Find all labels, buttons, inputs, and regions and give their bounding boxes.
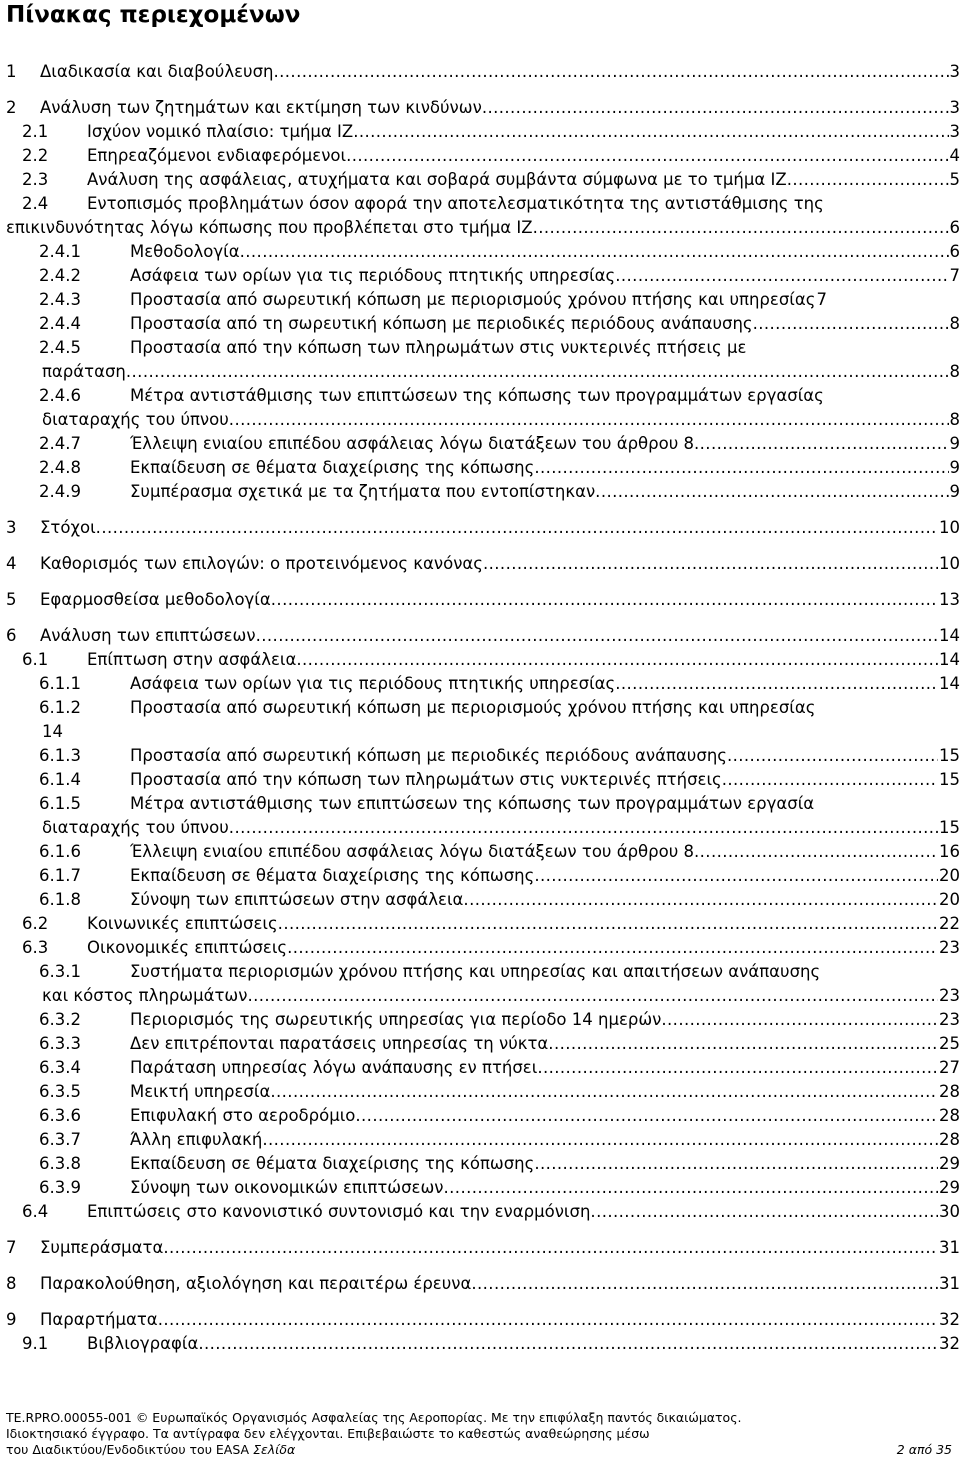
toc-leader-dots <box>296 648 938 672</box>
toc-leader-dots <box>444 1176 938 1200</box>
toc-page-number: 14 <box>939 650 960 669</box>
toc-entry[interactable] <box>0 864 960 888</box>
toc-number: 3 <box>6 518 17 537</box>
toc-number: 4 <box>6 554 17 573</box>
toc-leader-dots <box>694 840 938 864</box>
toc-title: Έλλειψη ενιαίου επιπέδου ασφάλειας λόγω διατάξεων του άρθρου 8 <box>130 434 695 453</box>
toc-entry[interactable] <box>0 888 960 912</box>
toc-page-number: 3 <box>949 98 960 117</box>
toc-entry[interactable] <box>0 480 960 504</box>
toc-title: Διαδικασία και διαβούλευση <box>40 62 274 81</box>
toc-leader-dots <box>278 912 938 936</box>
toc-leader-dots <box>787 168 949 192</box>
toc-entry[interactable] <box>0 384 960 432</box>
toc-page-number: 9 <box>949 434 960 453</box>
toc-title-continued: 14 <box>42 722 63 741</box>
toc-title: Παρακολούθηση, αξιολόγηση και περαιτέρω έρευνα <box>40 1274 472 1293</box>
toc-entry[interactable] <box>0 1032 960 1056</box>
toc-entry[interactable] <box>0 1080 960 1104</box>
toc-title: Ανάλυση των ζητημάτων και εκτίμηση των κινδύνων <box>40 98 482 117</box>
toc-title: Δεν επιτρέπονται παρατάσεις υπηρεσίας τη νύκτα <box>130 1034 549 1053</box>
toc-title: Εντοπισμός προβλημάτων όσον αφορά την αποτελεσματικότητα της αντιστάθμισης της <box>87 194 824 213</box>
toc-entry[interactable] <box>0 1308 960 1332</box>
toc-number: 6.3.1 <box>39 962 81 981</box>
toc-page-number: 29 <box>939 1154 960 1173</box>
toc-number: 8 <box>6 1274 17 1293</box>
toc-number: 6.1.7 <box>39 866 81 885</box>
footer-document-notice: Ιδιοκτησιακό έγγραφο. Τα αντίγραφα δεν ελέγχονται. Επιβεβαιώστε το καθεστώς αναθεώρησης μέσω <box>6 1426 650 1441</box>
toc-number: 2.4.1 <box>39 242 81 261</box>
toc-entry[interactable] <box>0 288 960 312</box>
toc-number: 2.4 <box>22 194 49 213</box>
toc-title: Επιπτώσεις στο κανονιστικό συντονισμό και την εναρμόνιση <box>87 1202 591 1221</box>
toc-entry[interactable] <box>0 516 960 540</box>
toc-page-number: 5 <box>949 170 960 189</box>
toc-entry[interactable] <box>0 744 960 768</box>
toc-entry[interactable] <box>0 1236 960 1260</box>
toc-title: Προστασία από σωρευτική κόπωση με περιορισμούς χρόνου πτήσης και υπηρεσίας <box>130 290 816 309</box>
toc-number: 6.3 <box>22 938 49 957</box>
toc-title-continued: διαταραχής του ύπνου <box>42 818 229 837</box>
toc-entry[interactable] <box>0 120 960 144</box>
toc-entry[interactable] <box>0 192 960 240</box>
toc-leader-dots <box>537 1056 938 1080</box>
toc-leader-dots <box>694 432 948 456</box>
toc-number: 9 <box>6 1310 17 1329</box>
footer-source: του Διαδικτύου/Ενδοδικτύου του EASA <box>6 1442 250 1457</box>
toc-leader-dots <box>471 1272 938 1296</box>
toc-entry[interactable] <box>0 1176 960 1200</box>
toc-number: 2.4.8 <box>39 458 81 477</box>
toc-title-continued: διαταραχής του ύπνου <box>42 410 229 429</box>
toc-number: 2.4.9 <box>39 482 81 501</box>
toc-title: Προστασία από σωρευτική κόπωση με περιορισμούς χρόνου πτήσης και υπηρεσίας <box>130 698 816 717</box>
footer-page-count: 2 από 35 <box>896 1442 952 1457</box>
toc-entry[interactable] <box>0 60 960 84</box>
toc-title: Παραρτήματα <box>40 1310 158 1329</box>
toc-leader-dots <box>163 1236 938 1260</box>
toc-leader-dots <box>595 480 948 504</box>
toc-page-number: 14 <box>939 674 960 693</box>
toc-entry[interactable] <box>0 432 960 456</box>
toc-entry[interactable] <box>0 696 960 744</box>
toc-title: Άλλη επιφυλακή <box>130 1130 263 1149</box>
toc-number: 2.4.3 <box>39 290 81 309</box>
toc-page-number: 10 <box>939 518 960 537</box>
toc-page-number: 32 <box>939 1310 960 1329</box>
toc-page-number: 23 <box>939 986 960 1005</box>
footer-source-line <box>0 1442 960 1458</box>
toc-entry[interactable] <box>0 1056 960 1080</box>
toc-leader-dots <box>353 120 948 144</box>
toc-leader-dots <box>256 624 938 648</box>
toc-page-number: 15 <box>939 746 960 765</box>
toc-number: 2.2 <box>22 146 49 165</box>
toc-leader-dots <box>534 1152 938 1176</box>
toc-entry[interactable] <box>0 1008 960 1032</box>
toc-number: 2.4.4 <box>39 314 81 333</box>
toc-leader-dots <box>229 816 938 840</box>
page-title: Πίνακας περιεχομένων <box>6 2 301 28</box>
toc-title: Μέτρα αντιστάθμισης των επιπτώσεων της κόπωσης των προγραμμάτων εργασίας <box>130 386 824 405</box>
toc-page-number: 8 <box>949 410 960 429</box>
toc-page-number: 20 <box>939 866 960 885</box>
toc-number: 6.1.2 <box>39 698 81 717</box>
toc-number: 6.4 <box>22 1202 49 1221</box>
toc-page-number: 8 <box>949 362 960 381</box>
toc-page-number: 20 <box>939 890 960 909</box>
toc-page-number: 28 <box>939 1130 960 1149</box>
footer-page-word: Σελίδα <box>253 1442 296 1457</box>
toc-title-continued: επικινδυνότητας λόγω κόπωσης που προβλέπεται στο τμήμα IZ <box>6 218 533 237</box>
toc-page-number: 31 <box>939 1274 960 1293</box>
toc-leader-dots <box>346 144 948 168</box>
toc-page-number: 13 <box>939 590 960 609</box>
toc-title: Κοινωνικές επιπτώσεις <box>87 914 278 933</box>
toc-title: Εκπαίδευση σε θέματα διαχείρισης της κόπωσης <box>130 1154 535 1173</box>
toc-leader-dots <box>482 96 949 120</box>
toc-page-number: 30 <box>939 1202 960 1221</box>
footer-copyright: TE.RPRO.00055-001 © Ευρωπαϊκός Οργανισμός Ασφαλείας της Αεροπορίας. Με την επιφύλαξη παντός δικαιώματος. <box>6 1410 742 1425</box>
toc-page-number: 14 <box>939 626 960 645</box>
toc-leader-dots <box>96 516 938 540</box>
toc-title: Παράταση υπηρεσίας λόγω ανάπαυσης εν πτήσει <box>130 1058 538 1077</box>
toc-page-number: 3 <box>949 62 960 81</box>
toc-number: 7 <box>6 1238 17 1257</box>
toc-title: Σύνοψη των επιπτώσεων στην ασφάλεια <box>130 890 464 909</box>
toc-title: Μεικτή υπηρεσία <box>130 1082 271 1101</box>
toc-leader-dots <box>590 1200 938 1224</box>
toc-entry[interactable] <box>0 792 960 840</box>
toc-page-number: 16 <box>939 842 960 861</box>
toc-entry[interactable] <box>0 936 960 960</box>
toc-page-number: 10 <box>939 554 960 573</box>
table-of-contents <box>0 60 960 1356</box>
toc-number: 6.3.8 <box>39 1154 81 1173</box>
toc-title: Σύνοψη των οικονομικών επιπτώσεων <box>130 1178 444 1197</box>
toc-leader-dots <box>727 744 938 768</box>
toc-title: Επηρεαζόμενοι ενδιαφερόμενοι <box>87 146 347 165</box>
toc-entry[interactable] <box>0 1152 960 1176</box>
toc-number: 2.3 <box>22 170 49 189</box>
toc-number: 2 <box>6 98 17 117</box>
toc-page-number: 22 <box>939 914 960 933</box>
page-footer <box>0 1410 960 1458</box>
toc-title: Επιφυλακή στο αεροδρόμιο <box>130 1106 356 1125</box>
toc-leader-dots <box>534 864 938 888</box>
toc-leader-dots <box>548 1032 938 1056</box>
toc-leader-dots <box>615 672 938 696</box>
toc-title: Καθορισμός των επιλογών: ο προτεινόμενος κανόνας <box>40 554 483 573</box>
toc-page-number: 9 <box>949 482 960 501</box>
toc-title: Ισχύον νομικό πλαίσιο: τμήμα IZ <box>87 122 354 141</box>
toc-number: 2.4.5 <box>39 338 81 357</box>
toc-entry[interactable] <box>0 264 960 288</box>
toc-number: 6.1.5 <box>39 794 81 813</box>
toc-entry[interactable] <box>0 552 960 576</box>
toc-page-number: 23 <box>939 1010 960 1029</box>
toc-page-number: 32 <box>939 1334 960 1353</box>
toc-leader-dots <box>355 1104 938 1128</box>
toc-page-number: 31 <box>939 1238 960 1257</box>
toc-leader-dots <box>247 984 938 1008</box>
toc-title: Συστήματα περιορισμών χρόνου πτήσης και υπηρεσίας και απαιτήσεων ανάπαυσης <box>130 962 821 981</box>
toc-title: Ανάλυση της ασφάλειας, ατυχήματα και σοβαρά συμβάντα σύμφωνα με το τμήμα IZ <box>87 170 787 189</box>
toc-title: Στόχοι <box>40 518 96 537</box>
toc-page-number: 28 <box>939 1106 960 1125</box>
toc-entry[interactable] <box>0 912 960 936</box>
toc-number: 1 <box>6 62 17 81</box>
toc-number: 2.4.6 <box>39 386 81 405</box>
toc-entry[interactable] <box>0 240 960 264</box>
toc-page-number: 23 <box>939 938 960 957</box>
toc-entry[interactable] <box>0 168 960 192</box>
toc-entry[interactable] <box>0 1128 960 1152</box>
toc-number: 6.3.9 <box>39 1178 81 1197</box>
toc-number: 6.3.3 <box>39 1034 81 1053</box>
toc-leader-dots <box>533 216 949 240</box>
toc-leader-dots <box>240 240 949 264</box>
toc-leader-dots <box>198 1332 938 1356</box>
toc-entry[interactable] <box>0 144 960 168</box>
toc-entry[interactable] <box>0 648 960 672</box>
toc-title: Προστασία από την κόπωση των πληρωμάτων στις νυκτερινές πτήσεις <box>130 770 722 789</box>
toc-page-number: 15 <box>939 818 960 837</box>
toc-entry[interactable] <box>0 1104 960 1128</box>
toc-title: Ασάφεια των ορίων για τις περιόδους πτητικής υπηρεσίας <box>130 266 616 285</box>
toc-number: 6.1.8 <box>39 890 81 909</box>
toc-entry[interactable] <box>0 840 960 864</box>
toc-page-number: 28 <box>939 1082 960 1101</box>
toc-number: 5 <box>6 590 17 609</box>
toc-entry[interactable] <box>0 1200 960 1224</box>
toc-title: Επίπτωση στην ασφάλεια <box>87 650 297 669</box>
toc-title: Προστασία από σωρευτική κόπωση με περιοδικές περιόδους ανάπαυσης <box>130 746 727 765</box>
toc-number: 6.1.1 <box>39 674 81 693</box>
toc-number: 6.1 <box>22 650 49 669</box>
toc-page-number: 9 <box>949 458 960 477</box>
toc-leader-dots <box>534 456 948 480</box>
toc-entry[interactable] <box>0 336 960 384</box>
toc-entry[interactable] <box>0 672 960 696</box>
toc-leader-dots <box>262 1128 938 1152</box>
toc-leader-dots <box>229 408 949 432</box>
toc-number: 6.1.3 <box>39 746 81 765</box>
toc-number: 2.1 <box>22 122 49 141</box>
toc-title: Εφαρμοσθείσα μεθοδολογία <box>40 590 271 609</box>
toc-number: 6.2 <box>22 914 49 933</box>
toc-leader-dots <box>271 588 938 612</box>
toc-title: Περιορισμός της σωρευτικής υπηρεσίας για περίοδο 14 ημερών <box>130 1010 662 1029</box>
toc-entry[interactable] <box>0 1332 960 1356</box>
toc-page-number: 8 <box>949 314 960 333</box>
toc-page-number: 3 <box>949 122 960 141</box>
toc-leader-dots <box>274 60 949 84</box>
toc-leader-dots <box>270 1080 938 1104</box>
toc-entry[interactable] <box>0 1272 960 1296</box>
toc-leader-dots <box>126 360 949 384</box>
toc-entry[interactable] <box>0 96 960 120</box>
toc-leader-dots <box>615 264 948 288</box>
toc-title: Συμπεράσματα <box>40 1238 164 1257</box>
toc-page-number: 6 <box>949 242 960 261</box>
toc-leader-dots <box>722 768 938 792</box>
toc-title: Συμπέρασμα σχετικά με τα ζητήματα που εντοπίστηκαν <box>130 482 596 501</box>
toc-number: 6.3.6 <box>39 1106 81 1125</box>
toc-title: Ασάφεια των ορίων για τις περιόδους πτητικής υπηρεσίας <box>130 674 616 693</box>
toc-leader-dots <box>158 1308 938 1332</box>
toc-entry[interactable] <box>0 768 960 792</box>
toc-title: Μέτρα αντιστάθμισης των επιπτώσεων της κόπωσης των προγραμμάτων εργασία <box>130 794 815 813</box>
toc-title: Εκπαίδευση σε θέματα διαχείρισης της κόπωσης <box>130 866 535 885</box>
toc-page-number: 7 <box>816 290 827 309</box>
toc-title: Βιβλιογραφία <box>87 1334 199 1353</box>
toc-entry[interactable] <box>0 960 960 1008</box>
toc-title: Μεθοδολογία <box>130 242 240 261</box>
toc-leader-dots <box>483 552 938 576</box>
toc-title: Προστασία από τη σωρευτική κόπωση με περιοδικές περιόδους ανάπαυσης <box>130 314 753 333</box>
toc-number: 6.3.4 <box>39 1058 81 1077</box>
toc-page-number: 6 <box>949 218 960 237</box>
toc-title: Οικονομικές επιπτώσεις <box>87 938 288 957</box>
toc-leader-dots <box>753 312 949 336</box>
toc-page-number: 27 <box>939 1058 960 1077</box>
toc-title: Εκπαίδευση σε θέματα διαχείρισης της κόπωσης <box>130 458 535 477</box>
toc-title-continued: παράταση <box>42 362 126 381</box>
toc-number: 2.4.2 <box>39 266 81 285</box>
toc-number: 6.3.7 <box>39 1130 81 1149</box>
toc-number: 6.1.6 <box>39 842 81 861</box>
toc-leader-dots <box>463 888 938 912</box>
toc-page-number: 29 <box>939 1178 960 1197</box>
toc-number: 6 <box>6 626 17 645</box>
toc-page-number: 4 <box>949 146 960 165</box>
toc-number: 6.3.2 <box>39 1010 81 1029</box>
toc-title: Ανάλυση των επιπτώσεων <box>40 626 256 645</box>
toc-entry[interactable] <box>0 312 960 336</box>
toc-number: 6.1.4 <box>39 770 81 789</box>
toc-page-number: 15 <box>939 770 960 789</box>
toc-leader-dots <box>287 936 938 960</box>
toc-title: Έλλειψη ενιαίου επιπέδου ασφάλειας λόγω διατάξεων του άρθρου 8 <box>130 842 695 861</box>
toc-number: 6.3.5 <box>39 1082 81 1101</box>
toc-number: 2.4.7 <box>39 434 81 453</box>
toc-entry[interactable] <box>0 624 960 648</box>
toc-title: Προστασία από την κόπωση των πληρωμάτων στις νυκτερινές πτήσεις με <box>130 338 747 357</box>
toc-entry[interactable] <box>0 588 960 612</box>
toc-number: 9.1 <box>22 1334 49 1353</box>
toc-page-number: 25 <box>939 1034 960 1053</box>
toc-entry[interactable] <box>0 456 960 480</box>
toc-leader-dots <box>661 1008 938 1032</box>
toc-page-number: 7 <box>949 266 960 285</box>
toc-title-continued: και κόστος πληρωμάτων <box>42 986 248 1005</box>
